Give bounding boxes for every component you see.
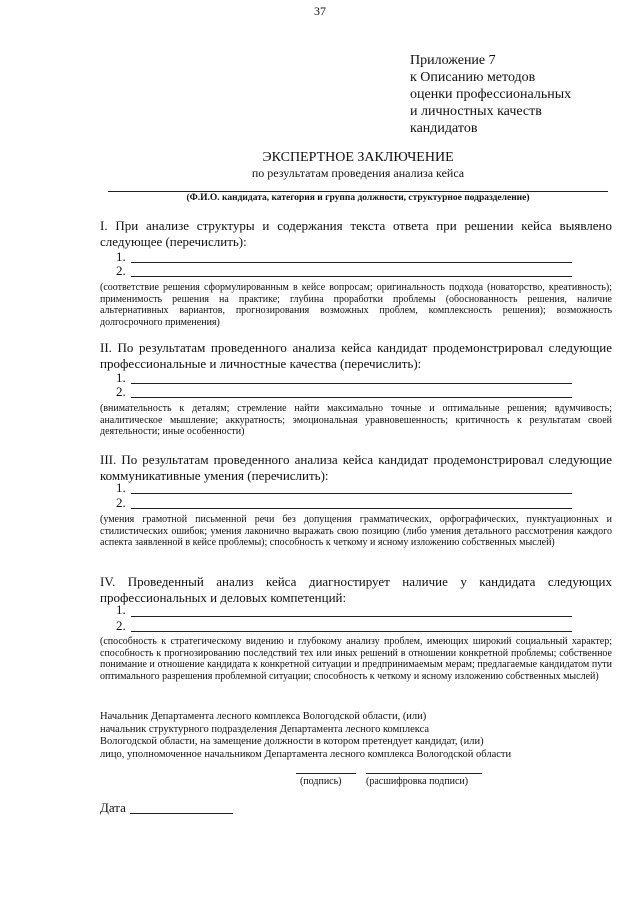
answer-line	[131, 616, 572, 617]
answer-line	[131, 397, 572, 398]
item-number: 1.	[116, 480, 126, 495]
answer-line	[131, 276, 572, 277]
answer-line	[131, 631, 572, 632]
date-line	[130, 813, 233, 814]
appendix-line: и личностных качеств	[410, 104, 542, 119]
signatory-line: Вологодской области, на замещение должности в котором претендует кандидат, (или)	[100, 736, 484, 747]
signature-decoding-line	[366, 773, 482, 774]
answer-line	[131, 262, 572, 263]
signature-caption: (подпись)	[300, 776, 342, 787]
section-note: (соответствие решения сформулированным в кейсе вопросам; оригинальность подхода (новаторство, креативность); применимость решения на практике; глубина проработки проблемы (обоснованность решения, наличие альтернативных вариантов, прогнозирования возможных проблем, комплексность решения); возможность долгосрочного применения)	[100, 282, 612, 328]
signature-line	[296, 773, 356, 774]
item-number: 1.	[116, 602, 126, 617]
item-number: 2.	[116, 384, 126, 399]
answer-line	[131, 508, 572, 509]
appendix-line: оценки профессиональных	[410, 87, 572, 102]
section-heading: III. По результатам проведенного анализа кейса кандидат продемонстрировал следующие коммуникативные умения (перечислить):	[100, 452, 612, 483]
signature-decoding-caption: (расшифровка подписи)	[366, 776, 469, 787]
item-number: 2.	[116, 495, 126, 510]
signatory-line: начальник структурного подразделения Департамента лесного комплекса	[100, 723, 430, 735]
answer-line	[131, 493, 572, 494]
page-number: 37	[314, 4, 326, 18]
section-note: (умения грамотной письменной речи без допущения грамматических, орфографических, пунктуационных и стилистических ошибок; умения лаконично выражать свою позицию (либо умения детального рассмотрения каждого аспекта заявленной в кейсе проблемы); способность к четкому и ясному изложению собственных мыслей)	[100, 514, 612, 548]
candidate-line	[108, 191, 608, 192]
date-label: Дата	[100, 800, 126, 815]
signatory-block	[100, 711, 620, 761]
section-note: (способность к стратегическому видению и глубокому анализу проблем, имеющих широкий социальный характер; способность к прогнозированию последствий тех или иных решений в отношении конкретной проблемы; собственное понимание и отношение кандидата к конкретной ситуации и предпринимаемым мерам; предлагаемые кандидатом пути оптимального разрешения проблемной ситуации; способность к четкому и ясному изложению собственных мыслей)	[100, 636, 612, 682]
item-number: 1.	[116, 249, 126, 264]
document-subtitle: по результатам проведения анализа кейса	[251, 166, 465, 180]
appendix-line: Приложение 7	[410, 53, 496, 68]
appendix-block	[410, 52, 571, 137]
candidate-caption: (Ф.И.О. кандидата, категория и группа должности, структурное подразделение)	[186, 193, 530, 203]
section-heading: II. По результатам проведенного анализа кейса кандидат продемонстрировал следующие профессиональные и личностные качества (перечислить):	[100, 340, 612, 371]
item-number: 2.	[116, 263, 126, 278]
appendix-line: кандидатов	[410, 121, 478, 136]
answer-line	[131, 383, 572, 384]
item-number: 1.	[116, 370, 126, 385]
section-heading: IV. Проведенный анализ кейса диагностирует наличие у кандидата следующих профессиональных и деловых компетенций:	[100, 574, 612, 605]
document-title: ЭКСПЕРТНОЕ ЗАКЛЮЧЕНИЕ	[262, 150, 454, 165]
signatory-line: лицо, уполномоченное начальником Департамента лесного комплекса Вологодской области	[100, 748, 512, 760]
section-heading: I. При анализе структуры и содержания текста ответа при решении кейса выявлено следующее (перечислить):	[100, 218, 612, 249]
item-number: 2.	[116, 618, 126, 633]
section-note: (внимательность к деталям; стремление найти максимально точные и оптимальные решения; вдумчивость; аналитическое мышление; аккуратность; эмоциональная уравновешенность; критичность к результатам своей деятельности; иные особенности)	[100, 403, 612, 437]
appendix-line: к Описанию методов	[410, 70, 536, 85]
signatory-line: Начальник Департамента лесного комплекса Вологодской области, (или)	[100, 711, 427, 722]
